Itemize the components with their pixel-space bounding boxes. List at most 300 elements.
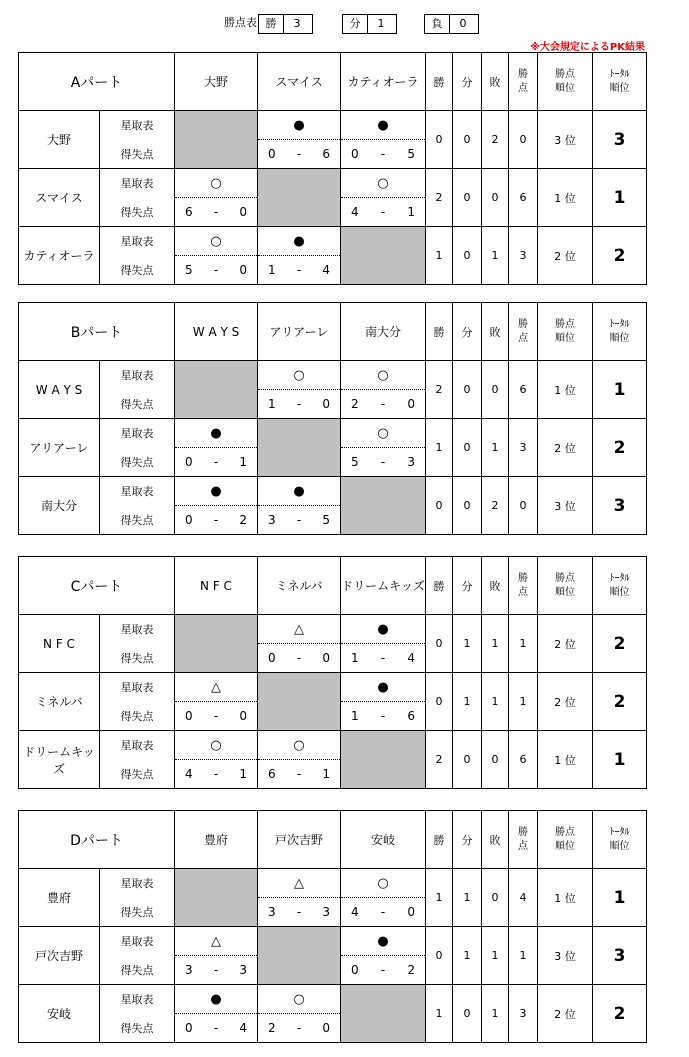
goals-for: 4 — [351, 205, 359, 219]
total-rank-value: 3 — [593, 111, 647, 169]
points-rank-value: 1 位 — [538, 869, 593, 927]
losses-header: 敗 — [482, 557, 509, 615]
pk-note: ※大会規定によるPK結果 — [530, 42, 645, 53]
score-dash: - — [380, 147, 386, 161]
self-match-cell — [175, 361, 258, 419]
points-value: 1 — [509, 615, 538, 673]
score-line — [175, 263, 257, 277]
total-rank-header-l1: ﾄｰﾀﾙ — [609, 826, 630, 838]
goals-for: 1 — [268, 263, 276, 277]
star-row — [19, 673, 647, 702]
star-label: 星取表 — [100, 169, 175, 198]
total-rank-header-l2: 順位 — [609, 82, 630, 94]
goals-against: 3 — [322, 905, 330, 919]
score-dash: - — [213, 205, 219, 219]
draws-header: 分 — [453, 53, 482, 111]
draws-header: 分 — [453, 557, 482, 615]
goals-against: 4 — [322, 263, 331, 277]
opponent-header: カティオーラ — [341, 53, 426, 111]
goals-for: 0 — [185, 709, 193, 723]
match-score — [175, 1014, 258, 1043]
result-mark: ● — [341, 111, 426, 140]
wins-value: 2 — [426, 731, 453, 789]
score-line — [341, 147, 425, 161]
group-table — [18, 810, 647, 1043]
points-rank-header-l2: 順位 — [555, 840, 575, 852]
total-rank-header-l1: ﾄｰﾀﾙ — [609, 572, 630, 584]
group-table — [18, 556, 647, 789]
result-mark: ● — [341, 673, 426, 702]
losses-header: 敗 — [482, 811, 509, 869]
points-value: 6 — [509, 361, 538, 419]
score-line — [341, 397, 425, 411]
result-mark: △ — [258, 869, 341, 898]
self-match-cell — [341, 985, 426, 1043]
points-legend-label: 勝点表 — [224, 16, 257, 29]
score-dash: - — [213, 963, 219, 977]
score-dash: - — [296, 147, 302, 161]
result-mark: ○ — [258, 731, 341, 760]
draws-value: 0 — [453, 985, 482, 1043]
losses-value: 1 — [482, 673, 509, 731]
opponent-header: W A Y S — [175, 303, 258, 361]
star-label: 星取表 — [100, 731, 175, 760]
team-name: 大野 — [19, 111, 100, 169]
loss-label: 負 — [424, 14, 450, 34]
result-mark: ○ — [175, 731, 258, 760]
goals-against: 1 — [407, 205, 416, 219]
result-mark: △ — [258, 615, 341, 644]
score-dash: - — [380, 651, 386, 665]
team-name: アリアーレ — [19, 419, 100, 477]
result-mark: ○ — [175, 169, 258, 198]
goals-against: 4 — [239, 1021, 247, 1035]
draws-value: 1 — [453, 673, 482, 731]
score-line — [175, 767, 257, 781]
draws-value: 0 — [453, 731, 482, 789]
score-line — [258, 263, 340, 277]
wins-value: 2 — [426, 361, 453, 419]
score-dash: - — [380, 905, 386, 919]
team-name: 豊府 — [19, 869, 100, 927]
match-score — [341, 702, 426, 731]
losses-value: 1 — [482, 227, 509, 285]
team-name: N F C — [19, 615, 100, 673]
points-rank-value: 2 位 — [538, 615, 593, 673]
team-name: W A Y S — [19, 361, 100, 419]
self-match-cell — [258, 419, 341, 477]
score-line — [258, 147, 340, 161]
losses-value: 1 — [482, 615, 509, 673]
team-name: ミネルバ — [19, 673, 100, 731]
score-line — [258, 905, 340, 919]
losses-value: 0 — [482, 361, 509, 419]
points-rank-header — [538, 557, 593, 615]
score-label: 得失点 — [100, 644, 175, 673]
wins-value: 2 — [426, 169, 453, 227]
goals-for: 4 — [351, 905, 359, 919]
match-score — [341, 448, 426, 477]
points-value: 6 — [509, 731, 538, 789]
wins-value: 1 — [426, 985, 453, 1043]
points-value: 4 — [509, 869, 538, 927]
result-mark: △ — [175, 673, 258, 702]
wins-value: 1 — [426, 419, 453, 477]
score-dash: - — [296, 513, 302, 527]
opponent-header: 南大分 — [341, 303, 426, 361]
match-score — [258, 1014, 341, 1043]
goals-for: 5 — [351, 455, 359, 469]
star-label: 星取表 — [100, 419, 175, 448]
star-row — [19, 111, 647, 140]
goals-for: 5 — [185, 263, 193, 277]
match-score — [258, 760, 341, 789]
points-value: 6 — [509, 169, 538, 227]
total-rank-header — [593, 53, 647, 111]
score-label: 得失点 — [100, 702, 175, 731]
score-dash: - — [296, 397, 302, 411]
star-row — [19, 419, 647, 448]
star-label: 星取表 — [100, 927, 175, 956]
score-label: 得失点 — [100, 956, 175, 985]
result-mark: ● — [175, 477, 258, 506]
score-label: 得失点 — [100, 390, 175, 419]
score-dash: - — [213, 1021, 219, 1035]
score-dash: - — [296, 651, 302, 665]
draws-value: 1 — [453, 927, 482, 985]
goals-for: 0 — [185, 455, 193, 469]
goals-against: 0 — [407, 905, 415, 919]
goals-against: 0 — [322, 1021, 330, 1035]
goals-against: 3 — [407, 455, 416, 469]
points-rank-header-l2: 順位 — [555, 586, 575, 598]
goals-for: 1 — [351, 651, 359, 665]
goals-against: 5 — [407, 147, 416, 161]
group-header-row — [19, 557, 647, 615]
wins-header: 勝 — [426, 53, 453, 111]
group-header-row — [19, 811, 647, 869]
goals-for: 0 — [268, 651, 276, 665]
opponent-header: 安岐 — [341, 811, 426, 869]
self-match-cell — [175, 869, 258, 927]
score-line — [341, 905, 425, 919]
wins-value: 1 — [426, 227, 453, 285]
result-mark: ○ — [258, 361, 341, 390]
losses-header: 敗 — [482, 303, 509, 361]
points-value: 0 — [509, 111, 538, 169]
group-name: Bパート — [19, 303, 175, 361]
score-dash: - — [380, 397, 386, 411]
losses-value: 0 — [482, 869, 509, 927]
goals-against: 2 — [407, 963, 415, 977]
points-rank-header-l1: 勝点 — [555, 318, 576, 330]
losses-value: 0 — [482, 731, 509, 789]
goals-against: 6 — [322, 147, 331, 161]
goals-for: 0 — [351, 963, 359, 977]
total-rank-header-l2: 順位 — [609, 586, 630, 598]
result-mark: ● — [341, 615, 426, 644]
opponent-header: ミネルバ — [258, 557, 341, 615]
goals-for: 2 — [268, 1021, 276, 1035]
result-mark: △ — [175, 927, 258, 956]
result-mark: ● — [258, 227, 341, 256]
points-rank-value: 2 位 — [538, 673, 593, 731]
points-header — [509, 557, 538, 615]
score-line — [341, 455, 425, 469]
team-name: カティオーラ — [19, 227, 100, 285]
match-score — [175, 760, 258, 789]
opponent-header: 大野 — [175, 53, 258, 111]
self-match-cell — [175, 111, 258, 169]
star-label: 星取表 — [100, 111, 175, 140]
result-mark: ○ — [341, 169, 426, 198]
goals-for: 2 — [351, 397, 359, 411]
opponent-header: 豊府 — [175, 811, 258, 869]
points-rank-header-l2: 順位 — [555, 332, 576, 344]
score-line — [341, 963, 425, 977]
goals-against: 0 — [322, 397, 331, 411]
score-dash: - — [213, 767, 219, 781]
goals-for: 0 — [351, 147, 359, 161]
points-rank-value: 2 位 — [538, 227, 593, 285]
total-rank-value: 2 — [593, 227, 647, 285]
points-rank-value: 3 位 — [538, 927, 593, 985]
goals-for: 1 — [351, 709, 359, 723]
goals-against: 1 — [322, 767, 330, 781]
wins-header: 勝 — [426, 811, 453, 869]
self-match-cell — [341, 477, 426, 535]
score-line — [175, 513, 257, 527]
score-line — [258, 513, 340, 527]
total-rank-value: 1 — [593, 869, 647, 927]
star-row — [19, 927, 647, 956]
points-header — [509, 811, 538, 869]
match-score — [341, 644, 426, 673]
score-label: 得失点 — [100, 1014, 175, 1043]
star-row — [19, 985, 647, 1014]
match-score — [175, 956, 258, 985]
points-header-l2: 点 — [518, 586, 528, 598]
points-header — [509, 303, 538, 361]
star-label: 星取表 — [100, 361, 175, 390]
score-dash: - — [213, 513, 219, 527]
goals-against: 3 — [239, 963, 247, 977]
total-rank-value: 1 — [593, 169, 647, 227]
score-dash: - — [380, 205, 386, 219]
score-label: 得失点 — [100, 256, 175, 285]
wins-value: 0 — [426, 927, 453, 985]
star-row — [19, 169, 647, 198]
self-match-cell — [341, 227, 426, 285]
draw-label: 分 — [342, 14, 368, 34]
goals-for: 0 — [185, 513, 193, 527]
score-label: 得失点 — [100, 898, 175, 927]
self-match-cell — [258, 169, 341, 227]
points-rank-value: 1 位 — [538, 361, 593, 419]
wins-header: 勝 — [426, 303, 453, 361]
points-rank-value: 1 位 — [538, 169, 593, 227]
team-name: 南大分 — [19, 477, 100, 535]
points-header-l2: 点 — [518, 82, 529, 94]
points-rank-header — [538, 53, 593, 111]
score-line — [175, 205, 257, 219]
team-name: ドリームキッズ — [19, 731, 100, 789]
goals-for: 4 — [185, 767, 193, 781]
group-name: Dパート — [19, 811, 175, 869]
star-label: 星取表 — [100, 227, 175, 256]
total-rank-header-l1: ﾄｰﾀﾙ — [609, 318, 630, 330]
goals-against: 0 — [239, 205, 248, 219]
match-score — [341, 390, 426, 419]
draws-value: 0 — [453, 227, 482, 285]
star-row — [19, 731, 647, 760]
goals-for: 0 — [185, 1021, 193, 1035]
losses-value: 0 — [482, 169, 509, 227]
points-rank-value: 3 位 — [538, 477, 593, 535]
score-label: 得失点 — [100, 760, 175, 789]
draws-header: 分 — [453, 811, 482, 869]
points-header-l2: 点 — [518, 332, 529, 344]
draws-value: 0 — [453, 361, 482, 419]
goals-against: 0 — [239, 709, 247, 723]
losses-value: 2 — [482, 111, 509, 169]
wins-value: 1 — [426, 869, 453, 927]
star-row — [19, 477, 647, 506]
goals-against: 4 — [407, 651, 415, 665]
points-rank-header-l1: 勝点 — [555, 826, 575, 838]
draws-value: 1 — [453, 615, 482, 673]
total-rank-value: 2 — [593, 615, 647, 673]
opponent-header: アリアーレ — [258, 303, 341, 361]
score-line — [175, 963, 257, 977]
total-rank-value: 1 — [593, 731, 647, 789]
group-header-row — [19, 53, 647, 111]
points-header-l1: 勝 — [518, 826, 528, 838]
points-rank-header-l1: 勝点 — [555, 68, 576, 80]
match-score — [258, 140, 341, 169]
star-row — [19, 361, 647, 390]
win-value: 3 — [282, 14, 313, 34]
goals-against: 0 — [239, 263, 248, 277]
goals-against: 0 — [407, 397, 416, 411]
score-dash: - — [296, 1021, 302, 1035]
goals-for: 1 — [268, 397, 276, 411]
match-score — [175, 448, 258, 477]
match-score — [341, 898, 426, 927]
wins-value: 0 — [426, 477, 453, 535]
score-line — [258, 651, 340, 665]
score-dash: - — [380, 455, 386, 469]
match-score — [258, 390, 341, 419]
total-rank-header-l1: ﾄｰﾀﾙ — [609, 68, 630, 80]
result-mark: ● — [175, 985, 258, 1014]
group-name: Cパート — [19, 557, 175, 615]
score-dash: - — [213, 709, 219, 723]
score-label: 得失点 — [100, 140, 175, 169]
result-mark: ○ — [341, 419, 426, 448]
goals-against: 1 — [239, 767, 247, 781]
draws-value: 0 — [453, 477, 482, 535]
score-dash: - — [296, 767, 302, 781]
points-value: 1 — [509, 927, 538, 985]
losses-header: 敗 — [482, 53, 509, 111]
goals-for: 6 — [268, 767, 276, 781]
draws-value: 0 — [453, 169, 482, 227]
points-header-l2: 点 — [518, 840, 528, 852]
opponent-header: ドリームキッズ — [341, 557, 426, 615]
goals-for: 6 — [185, 205, 193, 219]
goals-against: 1 — [239, 455, 248, 469]
match-score — [175, 702, 258, 731]
result-mark: ● — [175, 419, 258, 448]
wins-value: 0 — [426, 615, 453, 673]
match-score — [341, 956, 426, 985]
team-name: 安岐 — [19, 985, 100, 1043]
wins-value: 0 — [426, 673, 453, 731]
losses-value: 2 — [482, 477, 509, 535]
points-value: 3 — [509, 419, 538, 477]
total-rank-value: 3 — [593, 927, 647, 985]
group-table — [18, 52, 647, 285]
points-rank-value: 1 位 — [538, 731, 593, 789]
self-match-cell — [258, 927, 341, 985]
total-rank-value: 2 — [593, 419, 647, 477]
result-mark: ○ — [341, 869, 426, 898]
result-mark: ○ — [341, 361, 426, 390]
total-rank-value: 2 — [593, 985, 647, 1043]
score-line — [258, 397, 340, 411]
goals-for: 3 — [268, 905, 276, 919]
win-label: 勝 — [258, 14, 284, 34]
self-match-cell — [175, 615, 258, 673]
match-score — [175, 506, 258, 535]
total-rank-header-l2: 順位 — [609, 840, 630, 852]
star-row — [19, 615, 647, 644]
score-line — [175, 709, 257, 723]
match-score — [341, 140, 426, 169]
score-label: 得失点 — [100, 506, 175, 535]
points-header-l1: 勝 — [518, 68, 529, 80]
score-line — [258, 1021, 340, 1035]
draw-value: 1 — [366, 14, 397, 34]
score-dash: - — [380, 709, 386, 723]
points-rank-header — [538, 811, 593, 869]
star-label: 星取表 — [100, 869, 175, 898]
total-rank-value: 1 — [593, 361, 647, 419]
points-value: 3 — [509, 227, 538, 285]
match-score — [341, 198, 426, 227]
group-header-row — [19, 303, 647, 361]
score-line — [258, 767, 340, 781]
points-rank-value: 2 位 — [538, 419, 593, 477]
goals-for: 3 — [185, 963, 193, 977]
group-name: Aパート — [19, 53, 175, 111]
loss-value: 0 — [448, 14, 479, 34]
result-mark: ○ — [175, 227, 258, 256]
match-score — [175, 198, 258, 227]
score-line — [175, 1021, 257, 1035]
match-score — [258, 644, 341, 673]
wins-value: 0 — [426, 111, 453, 169]
result-mark: ● — [258, 477, 341, 506]
match-score — [258, 898, 341, 927]
score-line — [341, 709, 425, 723]
score-dash: - — [213, 455, 219, 469]
score-line — [341, 205, 425, 219]
match-score — [175, 256, 258, 285]
points-header-l1: 勝 — [518, 318, 529, 330]
goals-against: 0 — [322, 651, 330, 665]
